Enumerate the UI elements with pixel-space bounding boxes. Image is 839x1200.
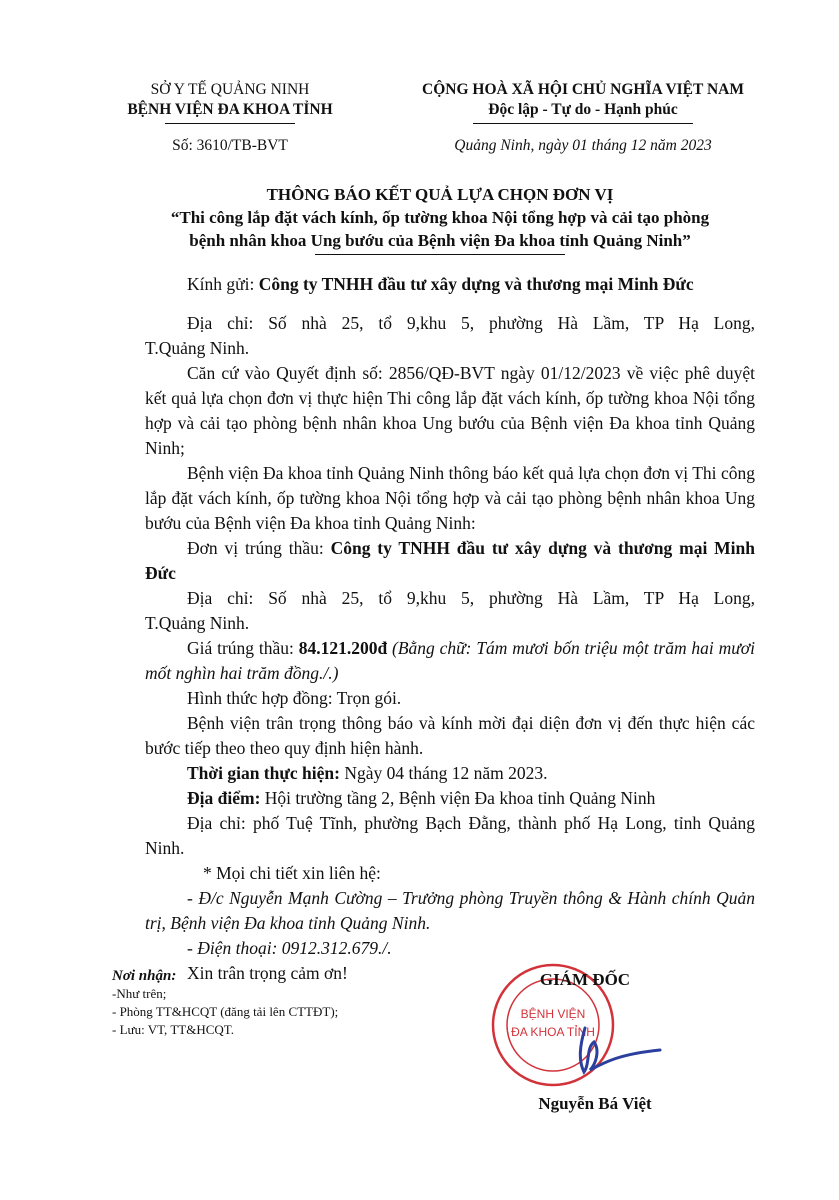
signature-stroke	[580, 1028, 660, 1072]
document-title	[130, 183, 750, 255]
handwritten-signature	[560, 1020, 670, 1080]
winner-label: Đơn vị trúng thầu:	[187, 538, 331, 558]
contract-type: Hình thức hợp đồng: Trọn gói.	[187, 688, 402, 708]
time-line	[145, 761, 755, 786]
motto-underline	[473, 123, 693, 124]
time-label: Thời gian thực hiện:	[187, 763, 340, 783]
document-body	[145, 272, 755, 986]
stamp-text-line-1: BỆNH VIỆN	[520, 1007, 586, 1021]
org-underline	[165, 123, 295, 124]
recipient-item: - Lưu: VT, TT&HCQT.	[112, 1022, 234, 1037]
recipient-name: Công ty TNHH đầu tư xây dựng và thương mại Minh Đức	[258, 274, 694, 294]
winner-name: Công ty TNHH đầu tư xây dựng và thương mại Minh Đức	[145, 538, 755, 583]
recipient-label: Kính gửi:	[187, 274, 259, 294]
header-left	[100, 80, 360, 124]
price-label: Giá trúng thầu:	[187, 638, 299, 658]
recipient-item: -Như trên;	[112, 986, 167, 1001]
title-underline	[315, 254, 565, 255]
signature-title: GIÁM ĐỐC	[539, 970, 631, 989]
recipients-block	[112, 967, 432, 1039]
venue-address: Địa chỉ: phố Tuệ Tĩnh, phường Bạch Đằng, thành phố Hạ Long, tỉnh Quảng Ninh.	[145, 813, 755, 858]
contact-person: - Đ/c Nguyễn Mạnh Cường – Trưởng phòng Truyền thông & Hành chính Quản trị, Bệnh viện Đa khoa tỉnh Quảng Ninh.	[145, 888, 755, 933]
contact-intro: * Mọi chi tiết xin liên hệ:	[203, 863, 381, 883]
dept-name: SỞ Y TẾ QUẢNG NINH	[150, 81, 310, 98]
recipient-item: - Phòng TT&HCQT (đăng tải lên CTTĐT);	[112, 1004, 339, 1019]
thanks-line: Xin trân trọng cảm ơn!	[187, 963, 348, 983]
title-line-1: THÔNG BÁO KẾT QUẢ LỰA CHỌN ĐƠN VỊ	[266, 185, 614, 204]
price-value: 84.121.200đ	[298, 638, 388, 658]
org-name: BỆNH VIỆN ĐA KHOA TỈNH	[127, 101, 333, 118]
venue-value: Hội trường tầng 2, Bệnh viện Đa khoa tỉnh Quảng Ninh	[260, 788, 656, 808]
national-motto: Độc lập - Tự do - Hạnh phúc	[488, 101, 678, 118]
invite-paragraph: Bệnh viện trân trọng thông báo và kính mời đại diện đơn vị đến thực hiện các bước tiếp theo theo quy định hiện hành.	[145, 713, 755, 758]
address-1-line-b: T.Quảng Ninh.	[145, 338, 250, 358]
time-value: Ngày 04 tháng 12 năm 2023.	[339, 763, 548, 783]
header-right	[388, 80, 778, 124]
place-date: Quảng Ninh, ngày 01 tháng 12 năm 2023	[454, 137, 712, 154]
country-name: CỘNG HOÀ XÃ HỘI CHỦ NGHĨA VIỆT NAM	[422, 81, 744, 98]
announce-paragraph: Bệnh viện Đa khoa tỉnh Quảng Ninh thông báo kết quả lựa chọn đơn vị Thi công lắp đặt vách kính, ốp tường khoa Nội tổng hợp và cải tạo phòng bệnh nhân khoa Ung bướu của Bệnh viện Đa khoa tỉnh Quảng Ninh:	[145, 463, 755, 533]
title-line-2: “Thi công lắp đặt vách kính, ốp tường khoa Nội tổng hợp và cải tạo phòng	[170, 208, 710, 227]
recipient-line	[145, 272, 755, 297]
stamp-text-line-2: ĐA KHOA TỈNH	[511, 1025, 595, 1039]
contact-phone: - Điện thoại: 0912.312.679./.	[187, 938, 392, 958]
venue-label: Địa điểm:	[187, 788, 261, 808]
address-1-line-a: Địa chỉ: Số nhà 25, tổ 9,khu 5, phường Hà Lầm, TP Hạ Long,	[187, 313, 755, 333]
price-line	[145, 636, 755, 686]
basis-paragraph: Căn cứ vào Quyết định số: 2856/QĐ-BVT ngày 01/12/2023 về việc phê duyệt kết quả lựa chọn đơn vị thực hiện Thi công lắp đặt vách kính, ốp tường khoa Nội tổng hợp và cải tạo phòng bệnh nhân khoa Ung bướu của Bệnh viện Đa khoa tỉnh Quảng Ninh;	[145, 363, 755, 458]
recipients-heading: Nơi nhận:	[112, 968, 177, 984]
address-2-line-b: T.Quảng Ninh.	[145, 613, 250, 633]
address-2-line-a: Địa chỉ: Số nhà 25, tổ 9,khu 5, phường Hà Lầm, TP Hạ Long,	[187, 588, 755, 608]
price-words: (Bằng chữ: Tám mươi bốn triệu một trăm hai mươi mốt nghìn hai trăm đồng./.)	[145, 638, 755, 683]
venue-line	[145, 786, 755, 811]
winner-line	[145, 536, 755, 586]
title-line-3: bệnh nhân khoa Ung bướu của Bệnh viện Đa khoa tỉnh Quảng Ninh”	[189, 231, 691, 250]
signer-name: Nguyễn Bá Việt	[538, 1094, 652, 1113]
document-number: Số: 3610/TB-BVT	[172, 137, 288, 154]
